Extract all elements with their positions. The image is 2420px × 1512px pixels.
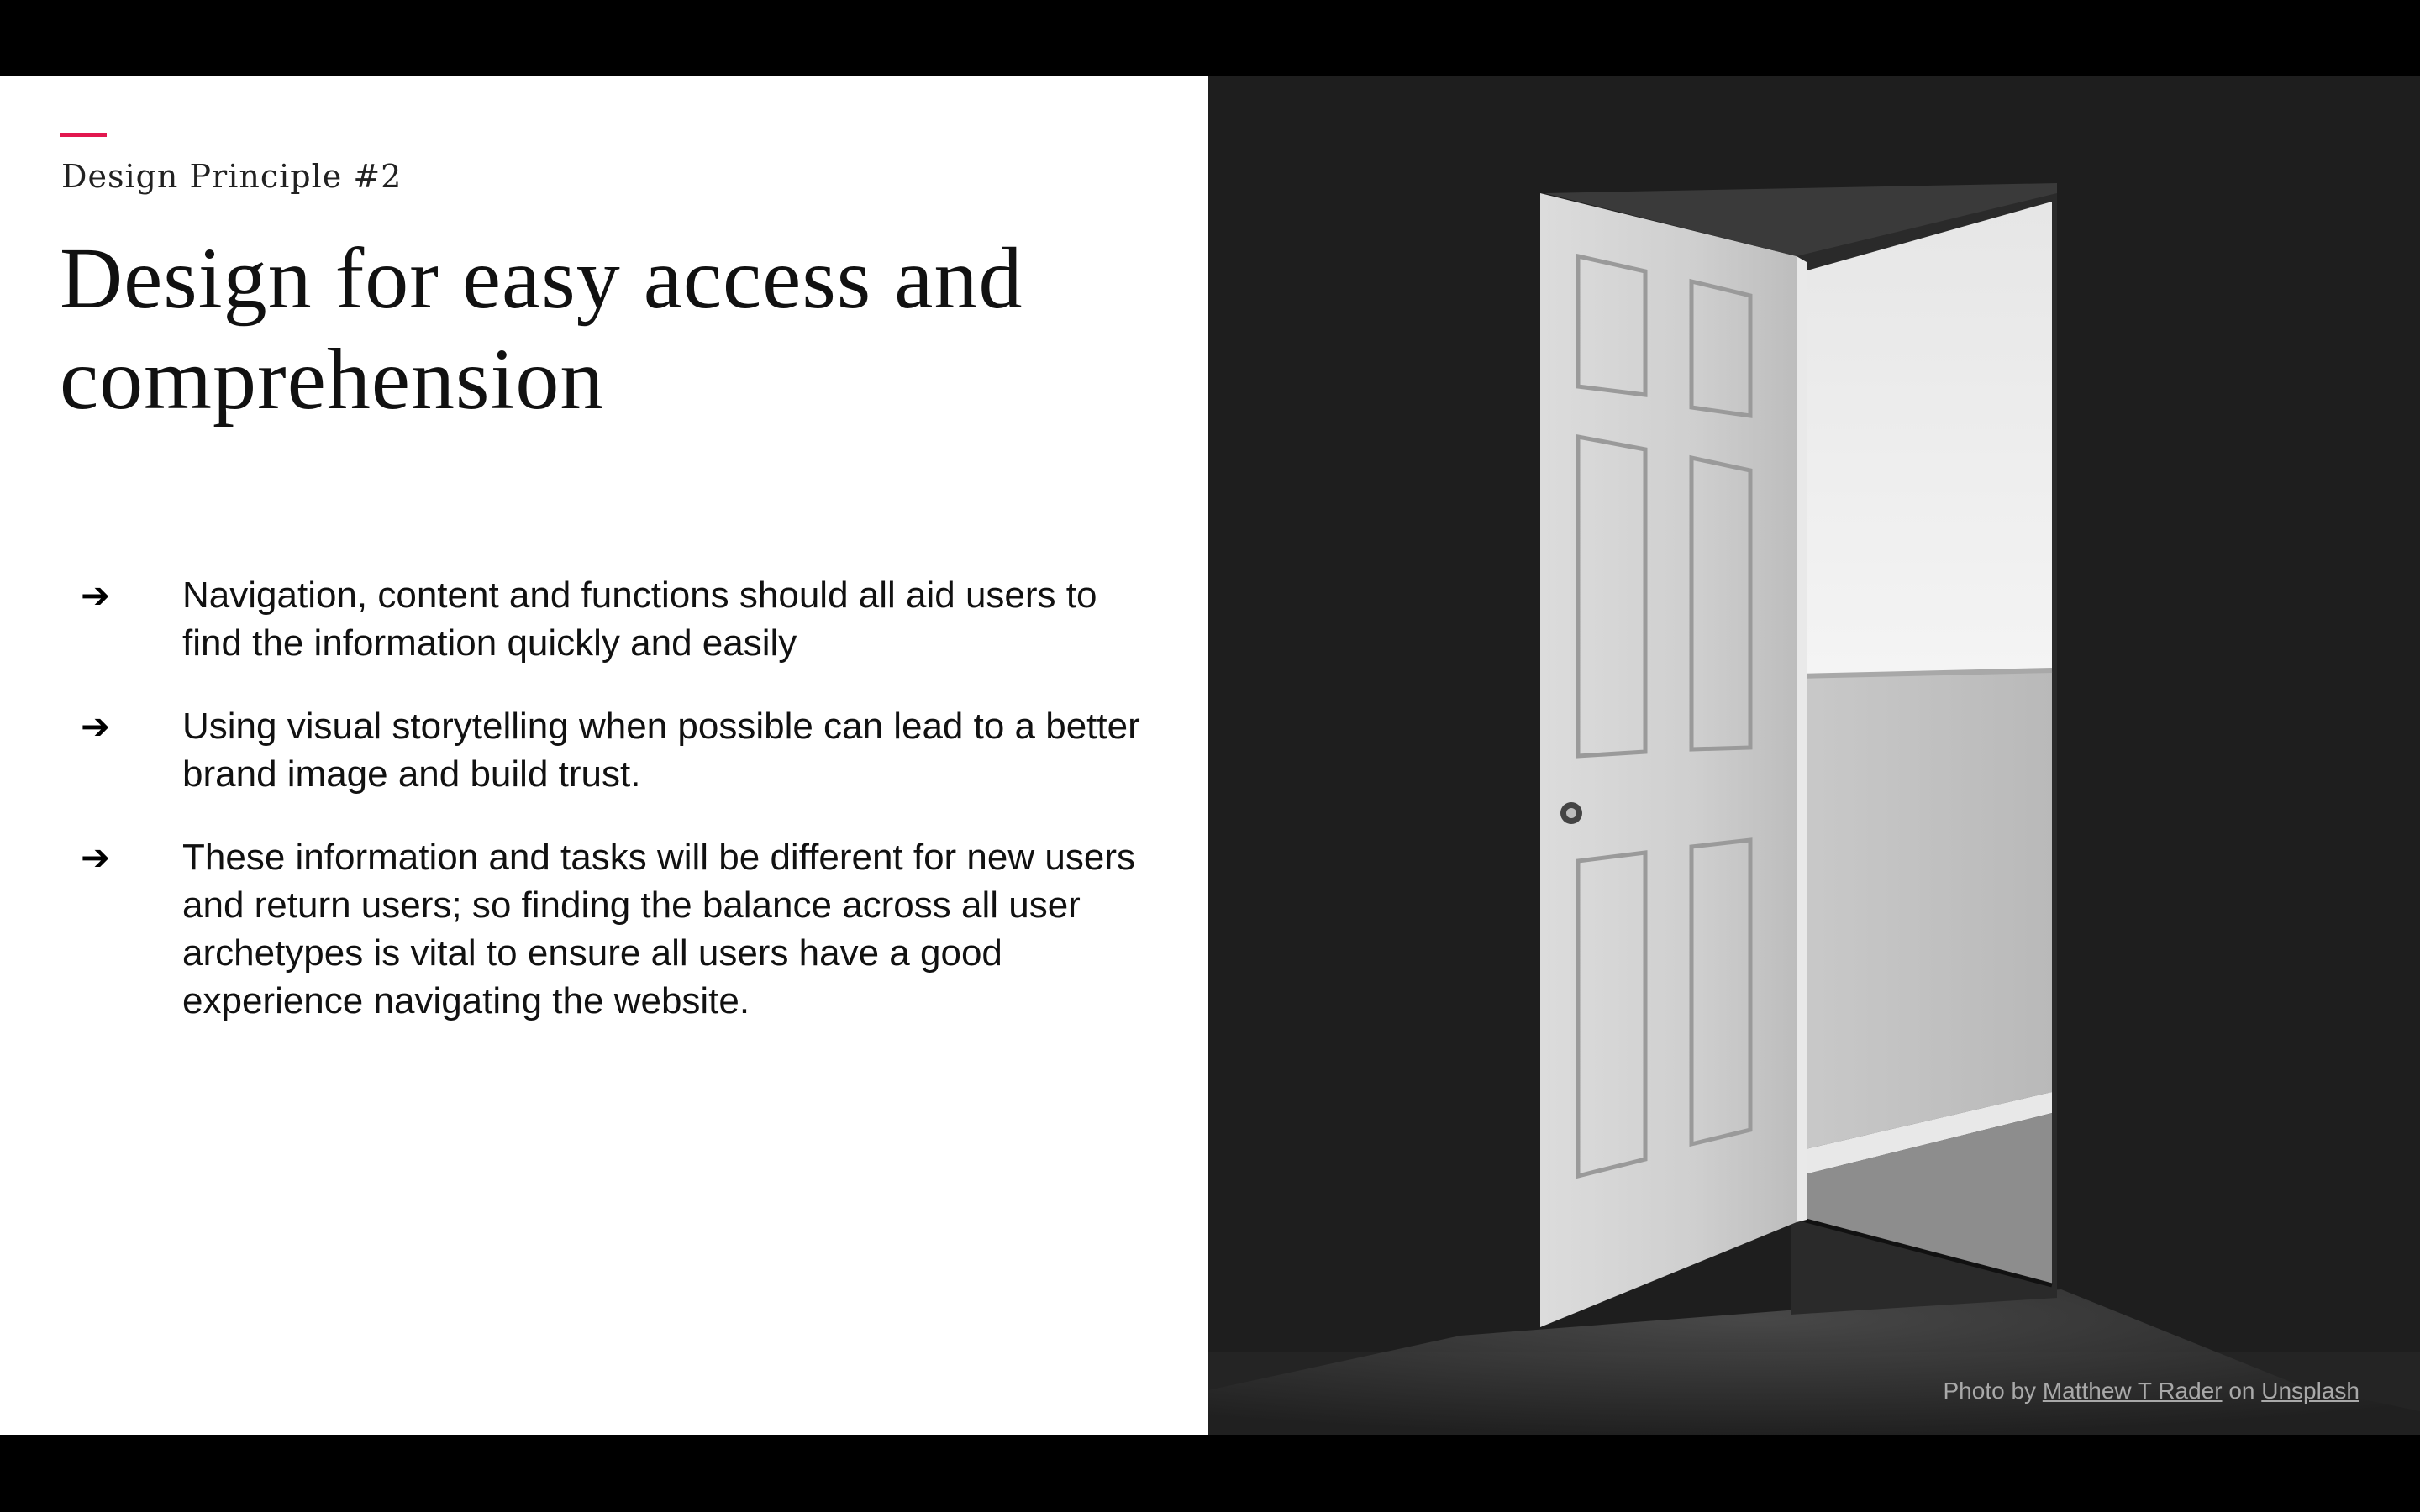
right-arrow-icon: ➔	[81, 706, 111, 747]
bullet-list	[81, 571, 1156, 1060]
bullet-item	[81, 571, 1156, 667]
credit-middle: on	[2228, 1378, 2255, 1404]
accent-bar	[60, 133, 107, 137]
text-panel	[0, 76, 1208, 1435]
bullet-item	[81, 833, 1156, 1025]
photo-credit	[1944, 1378, 2360, 1404]
bullet-text: Using visual storytelling when possible can lead to a better brand image and build trust.	[182, 706, 1140, 795]
heading-line-1: Design for easy access and	[60, 230, 1023, 327]
room-wall-upper	[1798, 202, 2052, 676]
heading-line-2: comprehension	[60, 331, 605, 428]
slide-heading	[60, 228, 1169, 430]
right-arrow-icon: ➔	[81, 837, 111, 878]
eyebrow-label: Design Principle #2	[61, 158, 402, 195]
bullet-text: These information and tasks will be different for new users and return users; so finding the balance across all user archetypes is vital to ensure all users have a good experience navigating the website.	[182, 837, 1135, 1021]
credit-author-link[interactable]: Matthew T Rader	[2042, 1378, 2223, 1404]
open-door-photo	[1208, 76, 2420, 1435]
presentation-slide	[0, 76, 2420, 1435]
letterbox-top	[0, 0, 2420, 76]
bullet-item	[81, 702, 1156, 798]
bullet-text: Navigation, content and functions should all aid users to find the information quickly and easily	[182, 575, 1097, 664]
photo-panel	[1208, 76, 2420, 1435]
credit-prefix: Photo by	[1943, 1378, 2037, 1404]
letterbox-bottom	[0, 1435, 2420, 1512]
room-wainscot	[1798, 670, 2052, 1151]
credit-source-link[interactable]: Unsplash	[2261, 1378, 2360, 1404]
right-arrow-icon: ➔	[81, 575, 111, 616]
